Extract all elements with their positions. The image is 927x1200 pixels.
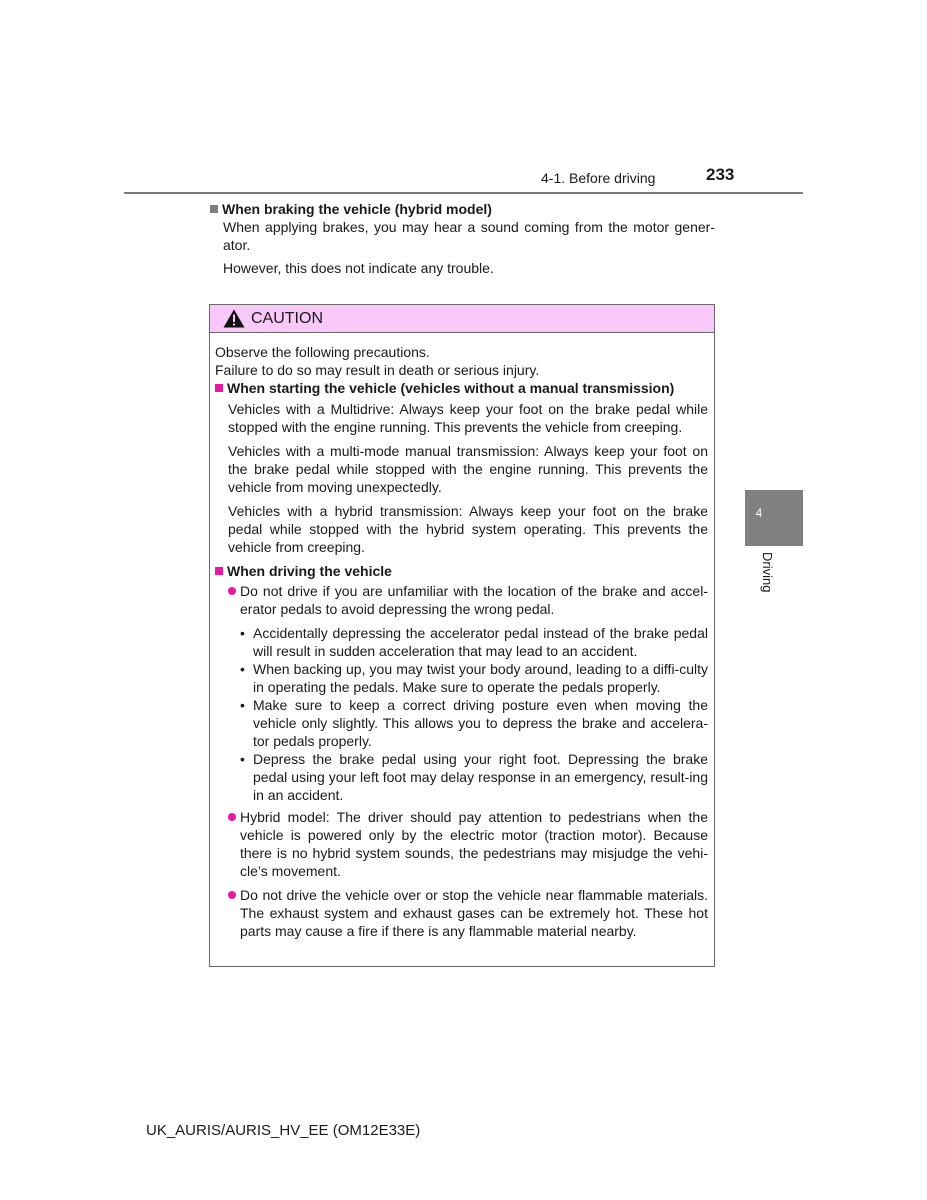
sub-list-item-text: Accidentally depressing the accelerator pedal instead of the brake pedal will result in sudden acceleration that may lead to an accident. — [253, 625, 708, 659]
section-title-starting — [215, 379, 708, 397]
list-item — [228, 808, 708, 880]
warning-triangle-icon — [223, 309, 245, 328]
section-paragraph: Vehicles with a multi-mode manual transmission: Always keep your foot on the brake pedal while stopped with the engine running. This prevents the vehicle from moving unexpectedly. — [228, 443, 708, 495]
sub-list — [240, 624, 708, 804]
caution-heading: CAUTION — [251, 309, 323, 327]
bullet-icon: • — [240, 625, 245, 641]
section-paragraph: Vehicles with a hybrid transmission: Always keep your foot on the brake pedal while stopped with the hybrid system operating. This prevents the vehicle from creeping. — [228, 503, 708, 555]
list-item-text: Do not drive the vehicle over or stop the vehicle near flammable materials. The exhaust system and exhaust gases can be extremely hot. These hot parts may cause a fire if there is any flammable material nearby. — [240, 887, 708, 939]
sub-list-item — [240, 750, 708, 804]
list-item — [228, 886, 708, 940]
section-paragraph: Vehicles with a Multidrive: Always keep your foot on the brake pedal while stopped with the engine running. This prevents the vehicle from creeping. — [228, 401, 708, 435]
gray-square-icon — [210, 205, 218, 213]
intro-section — [210, 200, 715, 282]
sub-list-item-text: When backing up, you may twist your body around, leading to a diffi-culty in operating the pedals. Make sure to operate the pedals properly. — [253, 661, 708, 695]
chapter-tab[interactable] — [745, 490, 803, 546]
intro-heading — [210, 200, 715, 218]
bullet-icon: • — [240, 697, 245, 713]
header-section-title: 4-1. Before driving — [541, 170, 656, 186]
sub-list-item-text: Make sure to keep a correct driving posture even when moving the vehicle only slightly. This allows you to depress the brake and accelera-tor pedals properly. — [253, 697, 708, 749]
chapter-label: Driving — [760, 552, 775, 593]
magenta-dot-icon — [228, 813, 236, 821]
caution-body — [210, 333, 714, 940]
magenta-dot-icon — [228, 587, 236, 595]
caution-box — [209, 304, 715, 967]
caution-header — [210, 305, 714, 333]
sub-list-item — [240, 660, 708, 696]
caution-intro-line: Failure to do so may result in death or serious injury. — [215, 362, 540, 378]
section-title-text: When starting the vehicle (vehicles without a manual transmission) — [227, 380, 675, 396]
chapter-number: 4 — [755, 506, 763, 520]
sub-list-item — [240, 624, 708, 660]
section-title-text: When driving the vehicle — [227, 563, 392, 579]
intro-title: When braking the vehicle (hybrid model) — [222, 201, 492, 217]
bullet-icon: • — [240, 661, 245, 677]
magenta-square-icon — [215, 567, 223, 575]
section-title-driving — [215, 562, 708, 580]
intro-paragraph: When applying brakes, you may hear a sound coming from the motor gener-ator. — [223, 219, 715, 253]
sub-list-item — [240, 696, 708, 750]
intro-paragraph: However, this does not indicate any trouble. — [223, 260, 494, 276]
page-number: 233 — [706, 165, 735, 184]
sub-list-item-text: Depress the brake pedal using your right foot. Depressing the brake pedal using your left foot may delay response in an emergency, result-ing in an accident. — [253, 751, 708, 803]
caution-intro-line: Observe the following precautions. — [215, 344, 430, 360]
magenta-dot-icon — [228, 891, 236, 899]
header-rule — [124, 192, 803, 194]
list-item — [228, 582, 708, 618]
footer-doc-code: UK_AURIS/AURIS_HV_EE (OM12E33E) — [146, 1122, 421, 1139]
magenta-square-icon — [215, 384, 223, 392]
list-item-text: Do not drive if you are unfamiliar with the location of the brake and accel-erator pedals to avoid depressing the wrong pedal. — [240, 583, 708, 617]
bullet-icon: • — [240, 751, 245, 767]
list-item-text: Hybrid model: The driver should pay attention to pedestrians when the vehicle is powered only by the electric motor (traction motor). Because there is no hybrid system sounds, the pedestrians may misjudge the vehi-cle’s movement. — [240, 809, 708, 879]
